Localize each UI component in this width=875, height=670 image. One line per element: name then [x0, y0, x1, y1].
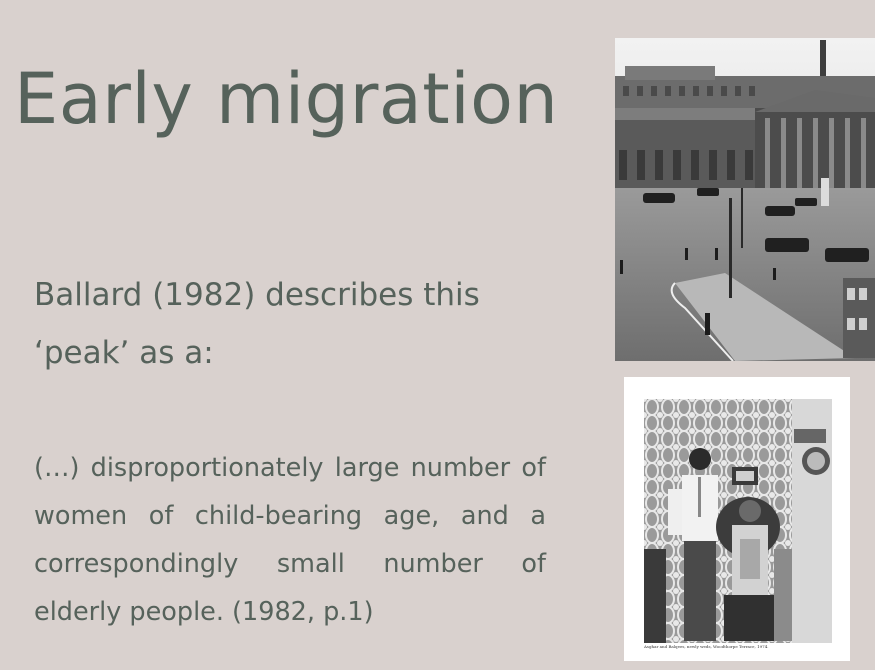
slide-subtitle — [34, 266, 554, 382]
subtitle-line-1: Ballard (1982) describes this — [34, 277, 480, 313]
subtitle-line-2: ‘peak’ as a: — [34, 335, 214, 371]
wedding-photo — [624, 377, 850, 661]
quote-text: (…) disproportionately large number of women of child-bearing age, and a correspondingly small number of elderly people. (1982, p.1) — [34, 453, 546, 627]
wedding-photo-image — [644, 399, 832, 643]
station-photo — [615, 38, 875, 361]
wedding-photo-caption: Asghar and Balqees, newly weds, Woodthorpe Terrace, 1974. — [644, 644, 769, 649]
station-photo-image — [615, 38, 875, 361]
slide-title: Early migration — [14, 58, 559, 140]
